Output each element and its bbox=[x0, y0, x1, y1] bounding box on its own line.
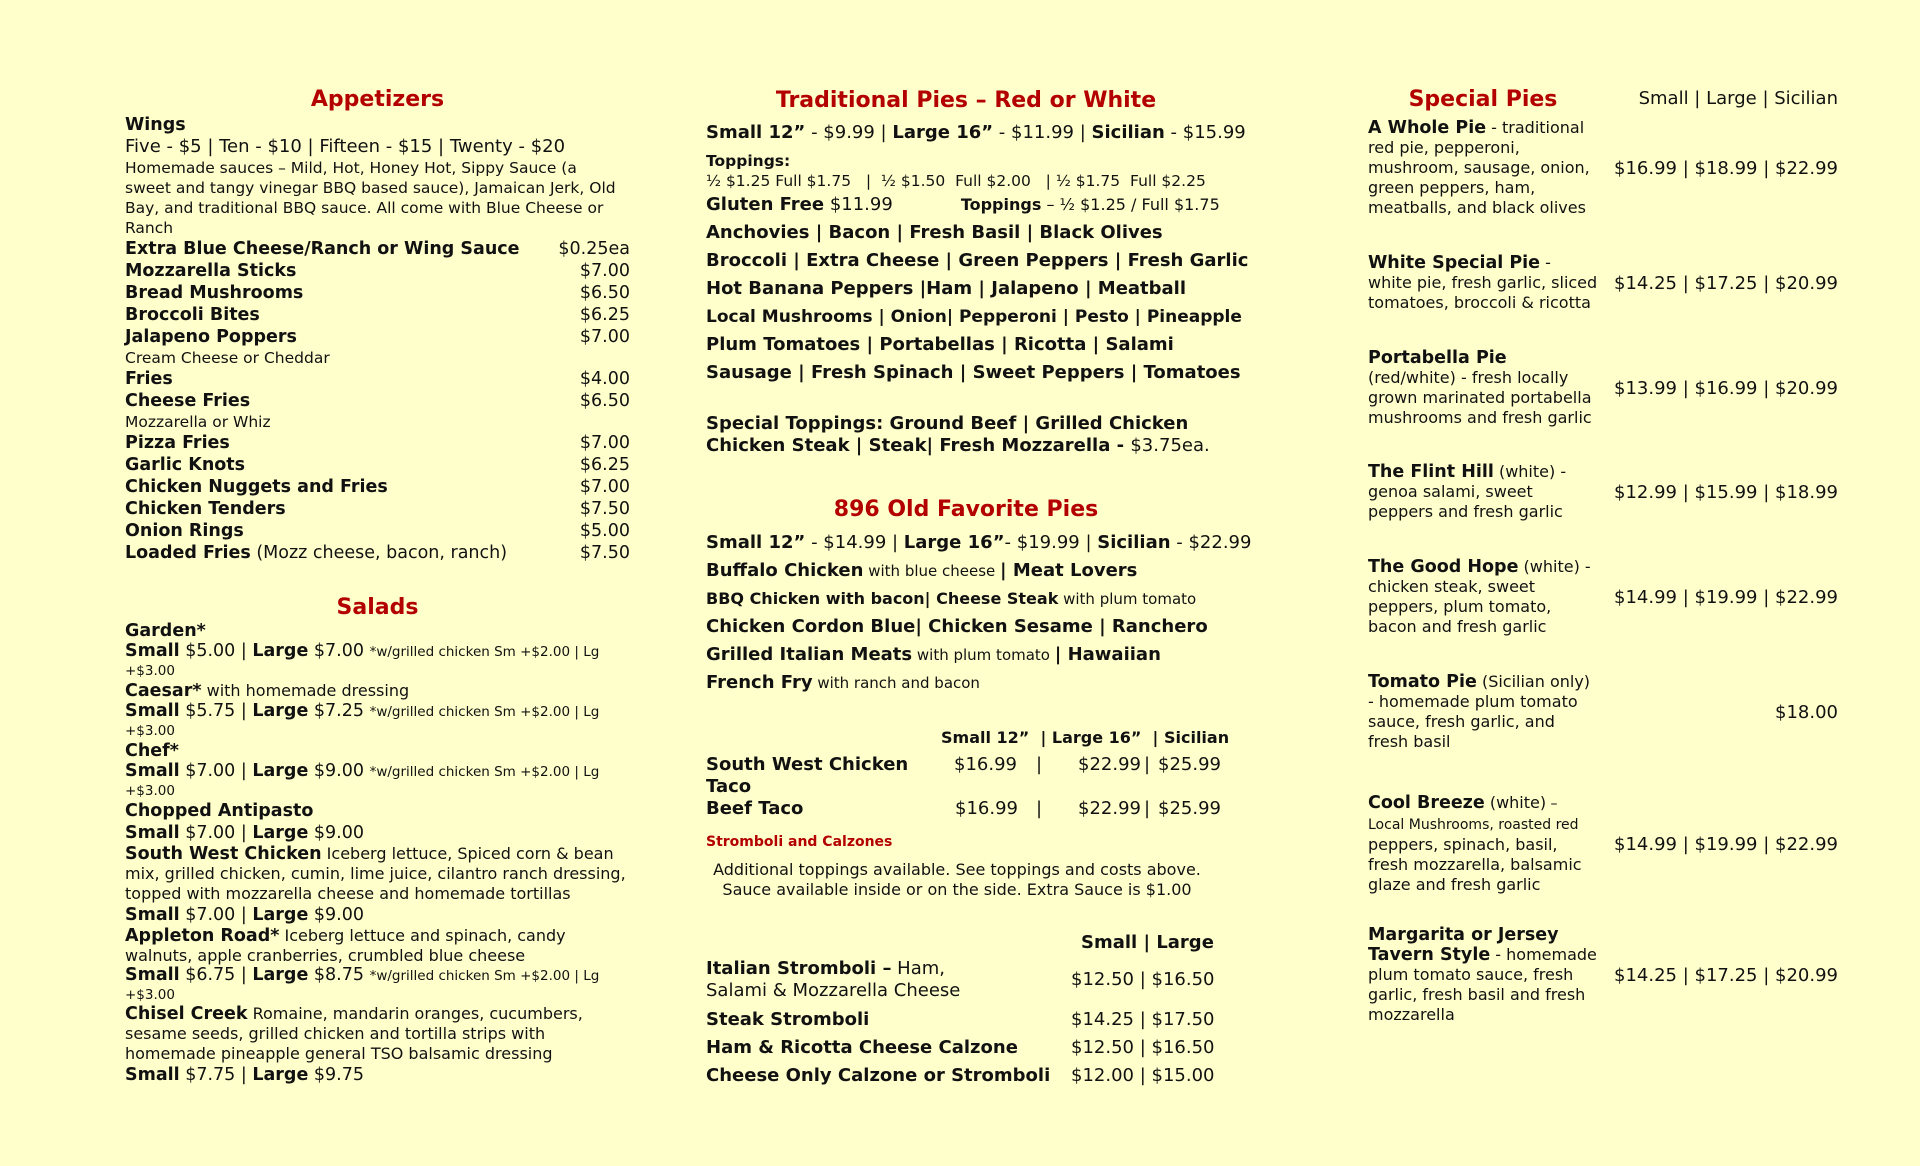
pie-name: Cool Breeze bbox=[1368, 793, 1485, 813]
price-small: $16.99 bbox=[954, 754, 1017, 775]
item-name: Cheese Only Calzone or Stromboli bbox=[706, 1065, 1051, 1086]
pie-name: Grilled Italian Meats bbox=[706, 644, 913, 665]
size-sicilian: Sicilian bbox=[1091, 122, 1165, 143]
small-label: Small bbox=[125, 965, 180, 985]
small-label: Small bbox=[125, 1065, 180, 1085]
price-small: - $9.99 | bbox=[805, 122, 893, 143]
appetizer-item bbox=[125, 498, 630, 520]
price-large: $22.99 bbox=[1078, 754, 1141, 775]
small-label: Small bbox=[125, 761, 180, 781]
item-price: $6.25 bbox=[579, 305, 630, 325]
stromboli-item bbox=[706, 1034, 1215, 1062]
large-price: $9.00 bbox=[308, 823, 365, 843]
salad-prices bbox=[125, 1064, 630, 1086]
small-label: Small bbox=[125, 905, 180, 925]
pie-name: White Special Pie bbox=[1368, 253, 1541, 273]
size-large: Large 16” bbox=[892, 122, 994, 143]
pie-tag: (red/white) bbox=[1368, 368, 1456, 387]
item-name: Extra Blue Cheese/Ranch or Wing Sauce bbox=[125, 239, 520, 259]
stromboli-item bbox=[706, 958, 1215, 1002]
pie-name: French Fry bbox=[706, 672, 813, 693]
item-price: $6.25 bbox=[579, 455, 630, 475]
appetizer-item bbox=[125, 260, 630, 282]
large-price: $7.00 bbox=[308, 641, 370, 661]
item-price: $5.00 bbox=[579, 521, 630, 541]
small-label: Small bbox=[125, 823, 180, 843]
gluten-free-line bbox=[706, 191, 1226, 219]
favorite-line bbox=[706, 641, 1226, 669]
special-pie-item bbox=[1368, 253, 1838, 313]
salad-name: Chopped Antipasto bbox=[125, 801, 314, 821]
small-label: Small bbox=[125, 641, 180, 661]
item-price: $7.00 bbox=[579, 477, 630, 497]
favorite-line: Chicken Cordon Blue| Chicken Sesame | Ranchero bbox=[706, 616, 1208, 637]
appetizer-item bbox=[125, 368, 630, 390]
special-pie-item bbox=[1368, 672, 1838, 752]
chicken-note: *w/grilled chicken Sm +$2.00 | Lg +$3.00 bbox=[125, 644, 600, 679]
gf-toppings-label: Toppings bbox=[960, 195, 1042, 214]
pie-desc: - white pie, fresh garlic, sliced tomatoes, broccoli & ricotta bbox=[1368, 253, 1598, 312]
salad-prices bbox=[125, 702, 630, 740]
small-label: Small bbox=[125, 701, 180, 721]
pie-prices: $18.00 bbox=[1775, 701, 1838, 723]
salad-name: Caesar* bbox=[125, 681, 202, 701]
large-label: Large bbox=[252, 905, 309, 925]
chicken-note: *w/grilled chicken Sm +$2.00 | Lg +$3.00 bbox=[125, 764, 600, 799]
large-price: $7.25 bbox=[308, 701, 370, 721]
pie-note: with blue cheese bbox=[863, 562, 1001, 580]
toppings-line: Broccoli | Extra Cheese | Green Peppers | Fresh Garlic bbox=[706, 250, 1249, 271]
pie-name: Buffalo Chicken bbox=[706, 560, 864, 581]
pie-note: with plum tomato bbox=[912, 646, 1055, 664]
separator: | bbox=[1144, 754, 1151, 775]
pie-name: Beef Taco bbox=[706, 798, 804, 819]
special-pie-item bbox=[1368, 557, 1838, 637]
pie-desc: - homemade plum tomato sauce, fresh garlic, and fresh basil bbox=[1368, 692, 1578, 751]
pie-desc: - fresh locally grown marinated portabella mushrooms and fresh garlic bbox=[1368, 368, 1592, 427]
salad-name: Chef* bbox=[125, 741, 179, 761]
appetizers-list bbox=[125, 114, 630, 564]
salads-list bbox=[125, 620, 630, 1086]
stromboli-heading: Stromboli and Calzones bbox=[706, 834, 893, 850]
pie-prices: $12.99 | $15.99 | $18.99 bbox=[1614, 481, 1838, 503]
appetizer-item bbox=[125, 238, 630, 260]
appetizer-item bbox=[125, 304, 630, 326]
salad-prices bbox=[125, 822, 630, 844]
appetizer-item bbox=[125, 542, 630, 564]
appetizer-item bbox=[125, 520, 630, 542]
pie-prices: $14.99 | $19.99 | $22.99 bbox=[1614, 833, 1838, 855]
separator: | bbox=[1036, 798, 1043, 819]
size-small: Small 12” bbox=[706, 532, 806, 553]
special-pie-item bbox=[1368, 348, 1838, 428]
stromboli-item bbox=[706, 1006, 1215, 1034]
size-large: Large 16” bbox=[903, 532, 1005, 553]
appetizer-item bbox=[125, 390, 630, 412]
item-price: $7.50 bbox=[579, 543, 630, 563]
small-price: $5.75 | bbox=[179, 701, 253, 721]
stromboli-sizes-header: Small | Large bbox=[1081, 932, 1214, 953]
item-price: $12.00 | $15.00 bbox=[1071, 1065, 1215, 1086]
large-label: Large bbox=[252, 641, 309, 661]
pie-note: with ranch and bacon bbox=[812, 674, 980, 692]
salad-name: Garden* bbox=[125, 621, 206, 641]
size-sicilian: Sicilian bbox=[1097, 532, 1171, 553]
item-name: Ham & Ricotta Cheese Calzone bbox=[706, 1037, 1018, 1058]
special-pie-item bbox=[1368, 118, 1838, 218]
small-price: $7.00 | bbox=[179, 823, 253, 843]
item-name: Cheese Fries bbox=[125, 391, 251, 411]
price-sicilian: - $15.99 bbox=[1164, 122, 1246, 143]
item-price: $6.50 bbox=[579, 391, 630, 411]
item-name: Garlic Knots bbox=[125, 455, 246, 475]
salad-heading bbox=[125, 926, 630, 966]
special-pie-item bbox=[1368, 793, 1838, 895]
pie-desc: – Local Mushrooms, roasted red bbox=[1368, 796, 1579, 833]
toppings-line: Sausage | Fresh Spinach | Sweet Peppers | Tomatoes bbox=[706, 362, 1241, 383]
small-price: $7.75 | bbox=[179, 1065, 253, 1085]
pie-note: with plum tomato bbox=[1058, 590, 1197, 608]
salad-desc: Iceberg lettuce, Spiced corn & bean mix, grilled chicken, cumin, lime juice, cilantro ranch dressing, topped with mozzarella cheese and homemade tortillas bbox=[125, 844, 626, 903]
pie-name: | Hawaiian bbox=[1054, 644, 1161, 665]
appetizers-heading: Appetizers bbox=[310, 87, 445, 112]
salad-prices bbox=[125, 904, 630, 926]
item-price: $7.00 bbox=[579, 327, 630, 347]
pie-name: BBQ Chicken with bacon| Cheese Steak bbox=[706, 589, 1059, 608]
table-row bbox=[706, 798, 1226, 820]
traditional-sizes bbox=[706, 119, 1246, 147]
size-small: Small 12” bbox=[706, 122, 806, 143]
stromboli-note-line: Additional toppings available. See toppings and costs above. bbox=[713, 860, 1201, 879]
large-price: $9.00 bbox=[308, 905, 365, 925]
pie-tag: (white) bbox=[1493, 462, 1556, 481]
salad-desc: with homemade dressing bbox=[201, 681, 410, 700]
item-price: $6.50 bbox=[579, 283, 630, 303]
chicken-note: *w/grilled chicken Sm +$2.00 | Lg +$3.00 bbox=[125, 704, 600, 739]
item-name: Mozzarella Sticks bbox=[125, 261, 297, 281]
large-label: Large bbox=[252, 761, 309, 781]
item-price: $0.25ea bbox=[558, 239, 630, 259]
special-toppings-price: $3.75ea. bbox=[1130, 435, 1210, 456]
salad-heading bbox=[125, 844, 630, 904]
item-price: $12.50 | $16.50 bbox=[1071, 1037, 1215, 1058]
pie-tag: (white) bbox=[1518, 557, 1580, 576]
pie-name: Portabella Pie bbox=[1368, 348, 1507, 368]
item-name: Onion Rings bbox=[125, 521, 244, 541]
item-name: Loaded Fries bbox=[125, 543, 251, 563]
price-sicilian: $25.99 bbox=[1158, 798, 1221, 819]
pie-desc: peppers, spinach, basil, fresh mozzarella, balsamic glaze and fresh garlic bbox=[1368, 835, 1582, 894]
separator: | bbox=[1144, 798, 1151, 819]
special-pie-item bbox=[1368, 925, 1838, 1025]
stromboli-item bbox=[706, 1062, 1215, 1090]
traditional-pies-section bbox=[706, 119, 1249, 457]
special-toppings-line: Special Toppings: Ground Beef | Grilled Chicken bbox=[706, 413, 1189, 434]
small-price: $7.00 | bbox=[179, 761, 253, 781]
stromboli-note-line: Sauce available inside or on the side. Extra Sauce is $1.00 bbox=[722, 880, 1192, 899]
favorite-line bbox=[706, 585, 1226, 613]
toppings-line: Plum Tomatoes | Portabellas | Ricotta | Salami bbox=[706, 334, 1174, 355]
item-name: Broccoli Bites bbox=[125, 305, 260, 325]
pie-desc: - homemade plum tomato sauce, fresh garlic, fresh basil and fresh mozzarella bbox=[1368, 945, 1597, 1024]
special-pie-item bbox=[1368, 462, 1838, 522]
salad-heading bbox=[125, 680, 630, 702]
price-small: - $14.99 | bbox=[805, 532, 904, 553]
salad-desc: Romaine, mandarin oranges, cucumbers, sesame seeds, grilled chicken and tortilla strips with homemade pineapple general TSO balsamic dressing bbox=[125, 1004, 583, 1063]
pie-name: Tomato Pie bbox=[1368, 672, 1477, 692]
pie-prices: $13.99 | $16.99 | $20.99 bbox=[1614, 377, 1838, 399]
gluten-free-label: Gluten Free bbox=[706, 194, 825, 215]
item-note: Mozzarella or Whiz bbox=[125, 413, 271, 431]
salads-heading: Salads bbox=[336, 595, 419, 620]
pie-name: The Good Hope bbox=[1368, 557, 1519, 577]
toppings-line: Anchovies | Bacon | Fresh Basil | Black Olives bbox=[706, 222, 1163, 243]
item-name: Fries bbox=[125, 369, 173, 389]
wings-description: Homemade sauces – Mild, Hot, Honey Hot, Sippy Sauce (a sweet and tangy vinegar BBQ based sauce), Jamaican Jerk, Old Bay, and traditional BBQ sauce. All come with Blue Cheese or Ranch bbox=[125, 159, 616, 237]
item-price: $4.00 bbox=[579, 369, 630, 389]
large-price: $9.75 bbox=[308, 1065, 365, 1085]
large-label: Large bbox=[252, 965, 309, 985]
salad-name: Chisel Creek bbox=[125, 1004, 248, 1024]
small-price: $6.75 | bbox=[179, 965, 253, 985]
pie-prices: $16.99 | $18.99 | $22.99 bbox=[1614, 157, 1838, 179]
wings-name: Wings bbox=[125, 115, 186, 135]
appetizer-item bbox=[125, 454, 630, 476]
specialty-pies-table bbox=[706, 754, 1226, 820]
salad-prices bbox=[125, 762, 630, 800]
pie-name: A Whole Pie bbox=[1368, 118, 1487, 138]
table-row bbox=[706, 754, 1226, 798]
pie-desc: - genoa salami, sweet peppers and fresh garlic bbox=[1368, 462, 1567, 521]
pie-desc: - chicken steak, sweet peppers, plum tomato, bacon and fresh garlic bbox=[1368, 557, 1591, 636]
item-name: Italian Stromboli – bbox=[706, 958, 892, 979]
item-price: $12.50 | $16.50 bbox=[1071, 969, 1215, 990]
item-price: $14.25 | $17.50 bbox=[1071, 1009, 1215, 1030]
salad-desc: Iceberg lettuce and spinach, candy walnuts, apple cranberries, crumbled blue cheese bbox=[125, 926, 566, 965]
price-sicilian: - $22.99 bbox=[1170, 532, 1252, 553]
traditional-pies-heading: Traditional Pies – Red or White bbox=[775, 88, 1157, 113]
special-pies-heading: Special Pies bbox=[1408, 87, 1558, 112]
price-large: $22.99 bbox=[1078, 798, 1141, 819]
special-toppings bbox=[706, 413, 1226, 457]
item-price: $7.50 bbox=[579, 499, 630, 519]
salad-name: Appleton Road* bbox=[125, 926, 280, 946]
small-price: $7.00 | bbox=[179, 905, 253, 925]
pie-name: | Meat Lovers bbox=[1000, 560, 1138, 581]
special-toppings-line: Chicken Steak | Steak| Fresh Mozzarella - bbox=[706, 435, 1131, 456]
stromboli-list bbox=[706, 958, 1215, 1090]
item-name: Chicken Tenders bbox=[125, 499, 286, 519]
pie-prices: $14.99 | $19.99 | $22.99 bbox=[1614, 586, 1838, 608]
toppings-prices: ½ $1.25 Full $1.75 | ½ $1.50 Full $2.00 | ½ $1.75 Full $2.25 bbox=[706, 172, 1206, 190]
special-pies-sizes-header: Small | Large | Sicilian bbox=[1638, 88, 1838, 109]
pie-prices: $14.25 | $17.25 | $20.99 bbox=[1614, 272, 1838, 294]
item-extra: (Mozz cheese, bacon, ranch) bbox=[250, 543, 508, 563]
price-sicilian: $25.99 bbox=[1158, 754, 1221, 775]
old-favorite-sizes bbox=[706, 529, 1252, 557]
item-name: Chicken Nuggets and Fries bbox=[125, 477, 388, 497]
large-price: $8.75 bbox=[308, 965, 370, 985]
wings-prices: Five - $5 | Ten - $10 | Fifteen - $15 | Twenty - $20 bbox=[125, 136, 566, 157]
salad-name: South West Chicken bbox=[125, 844, 322, 864]
appetizer-item bbox=[125, 326, 630, 348]
specialty-sizes-header: Small 12” | Large 16” | Sicilian bbox=[941, 728, 1230, 747]
pie-desc: - traditional red pie, pepperoni, mushroom, sausage, onion, green peppers, ham, meatballs, and black olives bbox=[1368, 118, 1590, 217]
item-name: Jalapeno Poppers bbox=[125, 327, 297, 347]
chicken-note: *w/grilled chicken Sm +$2.00 | Lg +$3.00 bbox=[125, 968, 600, 1003]
old-favorite-section bbox=[706, 529, 1252, 697]
separator: | bbox=[1036, 754, 1043, 775]
toppings-line: Local Mushrooms | Onion| Pepperoni | Pesto | Pineapple bbox=[706, 307, 1242, 327]
pie-tag: (Sicilian only) bbox=[1476, 672, 1591, 691]
favorite-line bbox=[706, 669, 1226, 697]
item-name: Bread Mushrooms bbox=[125, 283, 304, 303]
large-label: Large bbox=[252, 1065, 309, 1085]
favorite-line bbox=[706, 557, 1226, 585]
price-small: $16.99 bbox=[955, 798, 1018, 819]
appetizer-item bbox=[125, 432, 630, 454]
large-label: Large bbox=[252, 823, 309, 843]
item-price: $7.00 bbox=[579, 261, 630, 281]
stromboli-note bbox=[706, 860, 1208, 900]
pie-name: Margarita or Jersey Tavern Style bbox=[1368, 925, 1559, 965]
gluten-free-price: $11.99 bbox=[824, 194, 893, 215]
item-name: Pizza Fries bbox=[125, 433, 230, 453]
appetizer-item bbox=[125, 282, 630, 304]
pie-name: South West Chicken Taco bbox=[706, 754, 909, 797]
small-price: $5.00 | bbox=[179, 641, 253, 661]
salad-prices bbox=[125, 966, 630, 1004]
item-note: Cream Cheese or Cheddar bbox=[125, 349, 330, 367]
salad-heading bbox=[125, 1004, 630, 1064]
pie-tag: (white) bbox=[1484, 793, 1547, 812]
old-favorite-heading: 896 Old Favorite Pies bbox=[833, 497, 1099, 522]
item-desc: Ham, Salami & Mozzarella Cheese bbox=[706, 958, 961, 1001]
toppings-line: Hot Banana Peppers |Ham | Jalapeno | Meatball bbox=[706, 278, 1187, 299]
gf-toppings-price: – ½ $1.25 / Full $1.75 bbox=[1041, 195, 1220, 214]
salad-prices bbox=[125, 642, 630, 680]
price-large: - $19.99 | bbox=[1004, 532, 1098, 553]
appetizer-item bbox=[125, 476, 630, 498]
large-label: Large bbox=[252, 701, 309, 721]
toppings-label: Toppings: bbox=[706, 152, 791, 170]
large-price: $9.00 bbox=[308, 761, 370, 781]
item-price: $7.00 bbox=[579, 433, 630, 453]
price-large: - $11.99 | bbox=[993, 122, 1092, 143]
item-name: Steak Stromboli bbox=[706, 1009, 870, 1030]
pie-name: The Flint Hill bbox=[1368, 462, 1494, 482]
pie-prices: $14.25 | $17.25 | $20.99 bbox=[1614, 964, 1838, 986]
